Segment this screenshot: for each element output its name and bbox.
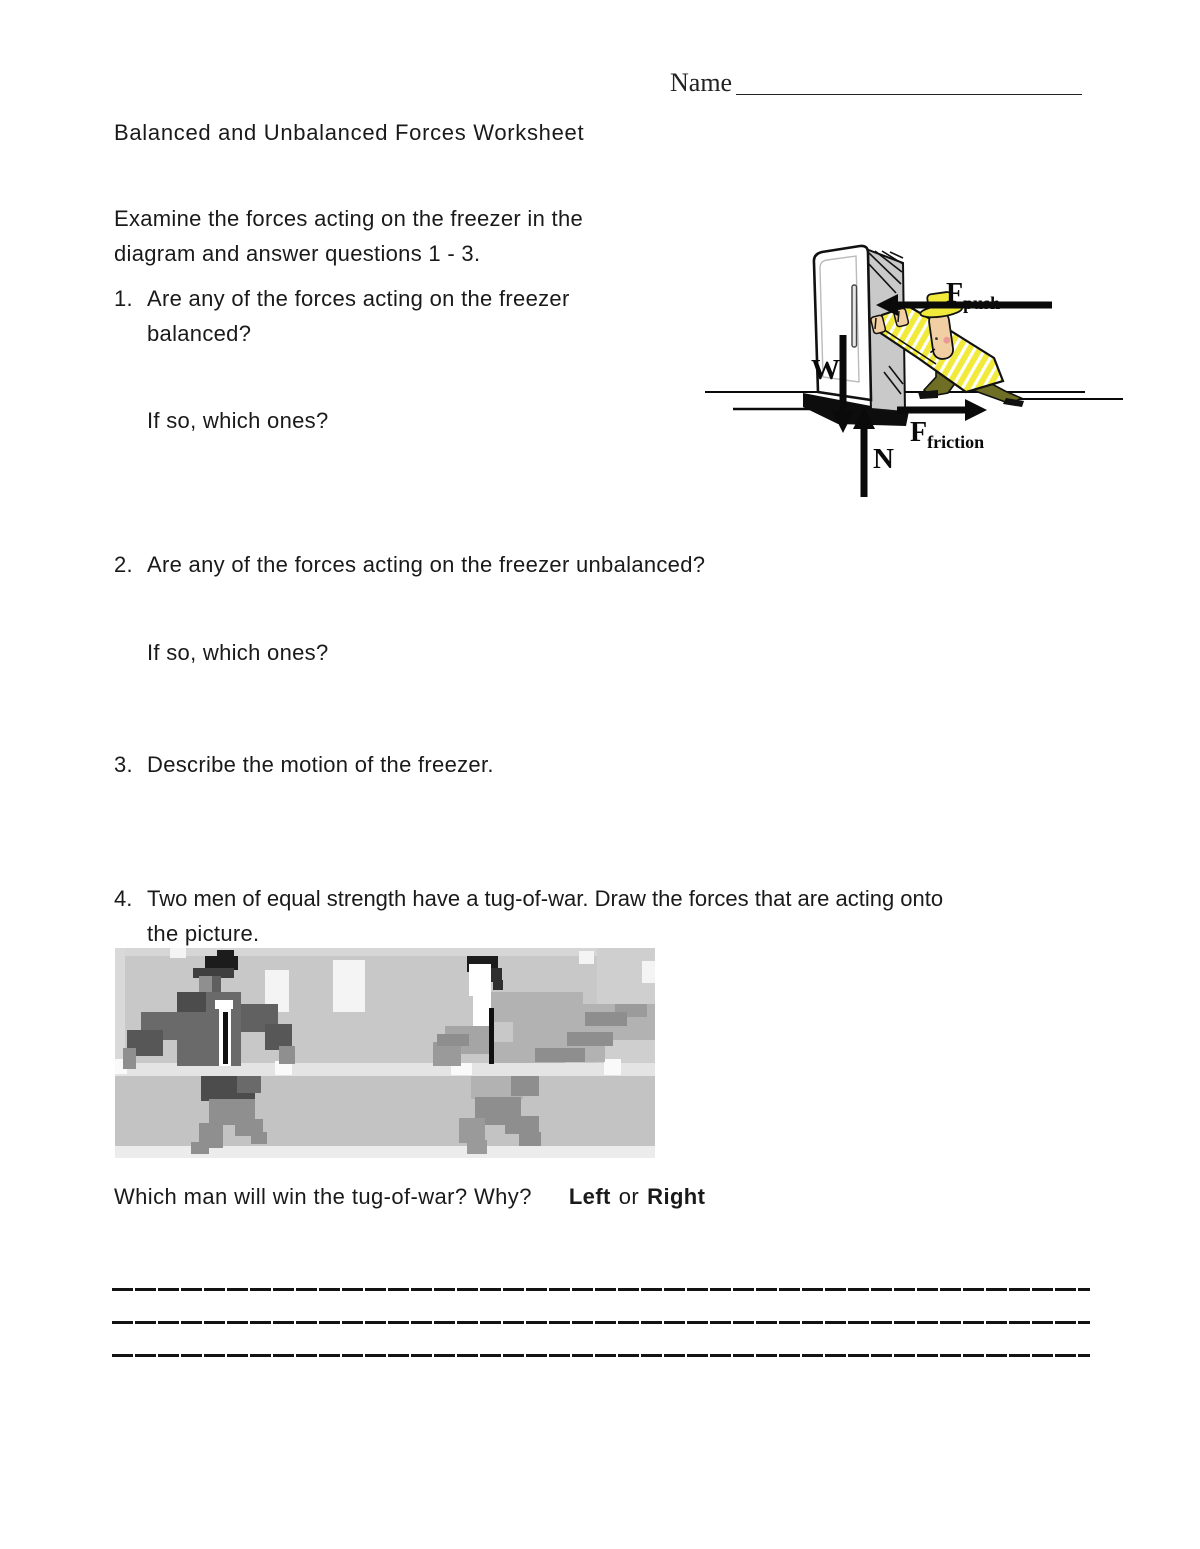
question-4-line2: the picture. (147, 921, 260, 946)
question-1-line2: balanced? (147, 321, 252, 346)
question-3 (114, 747, 494, 782)
ground-lines (705, 392, 1123, 409)
answer-line-2[interactable] (112, 1321, 1090, 1324)
option-left[interactable]: Left (568, 1184, 611, 1209)
tug-question-or: or (618, 1184, 640, 1209)
question-1-line1: Are any of the forces acting on the freezer (147, 286, 570, 311)
option-right[interactable]: Right (647, 1184, 706, 1209)
friction-force-label: $F_{friction}$ (910, 417, 985, 452)
push-force-label: $F_{push}$ (946, 278, 1001, 313)
tug-question-text: Which man will win the tug-of-war? Why? (114, 1184, 532, 1209)
answer-line-1[interactable] (112, 1288, 1090, 1291)
answer-line-3[interactable] (112, 1354, 1090, 1357)
question-4-text (147, 881, 943, 951)
question-3-text: Describe the motion of the freezer. (147, 752, 494, 777)
normal-force-label: N (873, 443, 894, 475)
tug-of-war-image (115, 948, 655, 1158)
name-blank-line[interactable] (736, 70, 1082, 95)
question-4-number: 4. (114, 886, 133, 911)
question-1-text (147, 281, 570, 351)
freezer-door-handle (852, 285, 857, 347)
question-4-line1: Two men of equal strength have a tug-of-war. Draw the forces that are acting onto (147, 886, 944, 911)
name-label: Name (670, 68, 733, 97)
question-4 (114, 881, 943, 951)
freezer-force-diagram (700, 228, 1140, 513)
question-2 (114, 547, 705, 582)
intro-line2: diagram and answer questions 1 - 3. (114, 241, 481, 266)
question-1-followup: If so, which ones? (147, 408, 329, 433)
question-2-number: 2. (114, 552, 133, 577)
question-1 (114, 281, 570, 351)
page-title: Balanced and Unbalanced Forces Worksheet (114, 120, 585, 145)
tug-question-line (114, 1179, 705, 1214)
question-3-number: 3. (114, 752, 133, 777)
weight-force-label: W (811, 354, 840, 386)
question-1-number: 1. (114, 286, 133, 311)
question-2-followup: If so, which ones? (147, 640, 329, 665)
intro-line1: Examine the forces acting on the freezer in the (114, 206, 584, 231)
question-2-text: Are any of the forces acting on the freezer unbalanced? (147, 552, 706, 577)
intro-paragraph (114, 201, 583, 271)
